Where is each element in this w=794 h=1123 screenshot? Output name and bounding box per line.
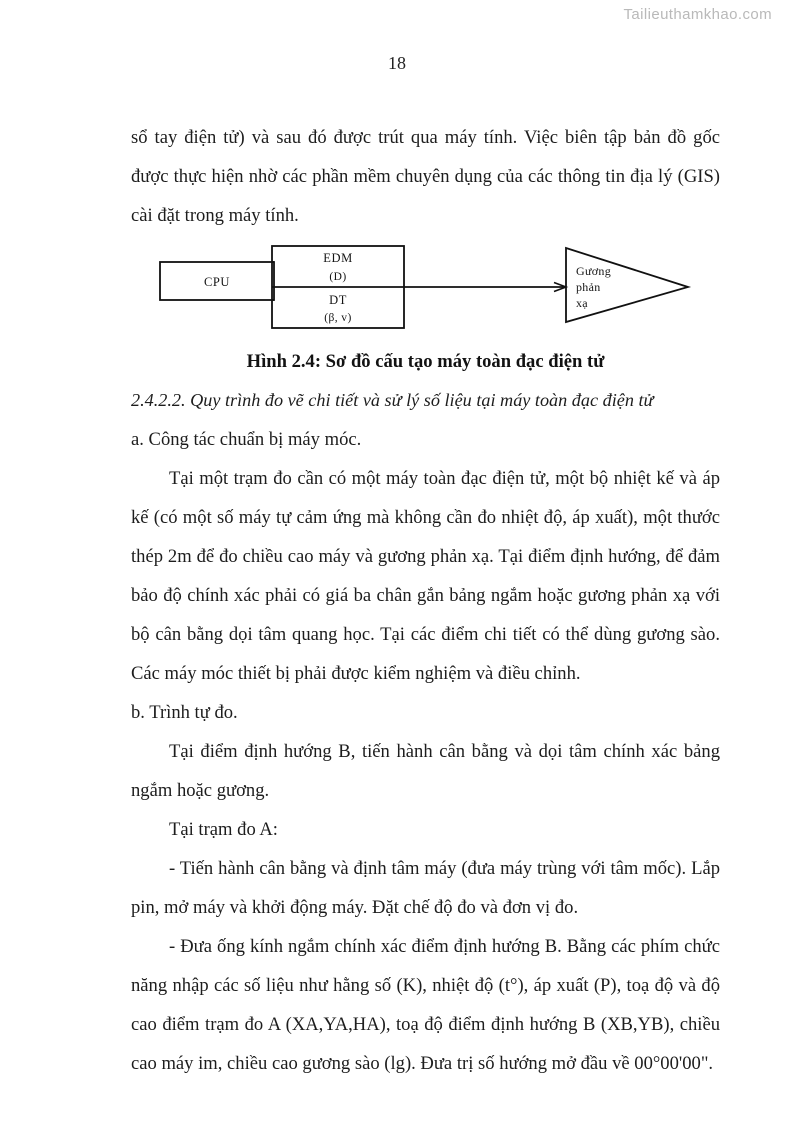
figure-block-diagram bbox=[131, 236, 720, 340]
paragraph-body-a: Tại một trạm đo cần có một máy toàn đạc điện tử, một bộ nhiệt kế và áp kế (có một số máy tự cảm ứng mà không cần đo nhiệt độ, áp xuất), một thước thép 2m để đo chiều cao máy và gương phản xạ. Tại điểm định hướng, để đảm bảo độ chính xác phải có giá ba chân gắn bảng ngắm hoặc gương phản xạ với bộ cân bằng dọi tâm quang học. Tại các điểm chi tiết có thể dùng gương sào. Các máy móc thiết bị phải được kiểm nghiệm và điều chỉnh. bbox=[131, 468, 720, 684]
dt-param-label: (β, v) bbox=[324, 312, 352, 324]
list-item-b: b. Trình tự đo. bbox=[131, 702, 238, 723]
paragraph-body-b: Tại điểm định hướng B, tiến hành cân bằng và dọi tâm chính xác bảng ngắm hoặc gương. bbox=[131, 741, 720, 801]
watermark: Tailieuthamkhao.com bbox=[623, 6, 772, 23]
main-text-block bbox=[131, 342, 720, 1083]
cpu-label: CPU bbox=[203, 275, 231, 289]
mirror-label-line3: xạ bbox=[576, 296, 588, 310]
paragraph-step-2: - Đưa ống kính ngắm chính xác điểm định hướng B. Bằng các phím chức năng nhập các số liệu như hằng số (K), nhiệt độ (t°), áp xuất (P), toạ độ và độ cao điểm trạm đo A (XA,YA,HA), toạ độ điểm định hướng B (XB,YB), chiều cao máy im, chiều cao gương sào (lg). Đưa trị số hướng mở đầu về 00°00'00". bbox=[131, 936, 720, 1074]
paragraph-step-1: - Tiến hành cân bằng và định tâm máy (đưa máy trùng với tâm mốc). Lắp pin, mở máy và khởi động máy. Đặt chế độ đo và đơn vị đo. bbox=[131, 858, 720, 918]
list-item-a: a. Công tác chuẩn bị máy móc. bbox=[131, 429, 362, 450]
paragraph-intro: sổ tay điện tử) và sau đó được trút qua máy tính. Việc biên tập bản đồ gốc được thực hiện nhờ các phần mềm chuyên dụng của các thông tin địa lý (GIS) cài đặt trong máy tính. bbox=[131, 127, 720, 226]
intro-text-block bbox=[131, 118, 720, 235]
paragraph-station: Tại trạm đo A: bbox=[169, 819, 278, 840]
figure-caption: Hình 2.4: Sơ đồ cấu tạo máy toàn đạc điện tử bbox=[246, 351, 605, 372]
page-number: 18 bbox=[388, 53, 406, 73]
mirror-label-line1: Gương bbox=[576, 264, 612, 278]
edm-param-label: (D) bbox=[329, 271, 347, 283]
section-subheading: 2.4.2.2. Quy trình đo vẽ chi tiết và sử lý số liệu tại máy toàn đạc điện tử bbox=[131, 390, 654, 410]
mirror-label-line2: phản bbox=[576, 280, 601, 294]
dt-label: DT bbox=[329, 293, 347, 307]
edm-label: EDM bbox=[323, 251, 353, 265]
